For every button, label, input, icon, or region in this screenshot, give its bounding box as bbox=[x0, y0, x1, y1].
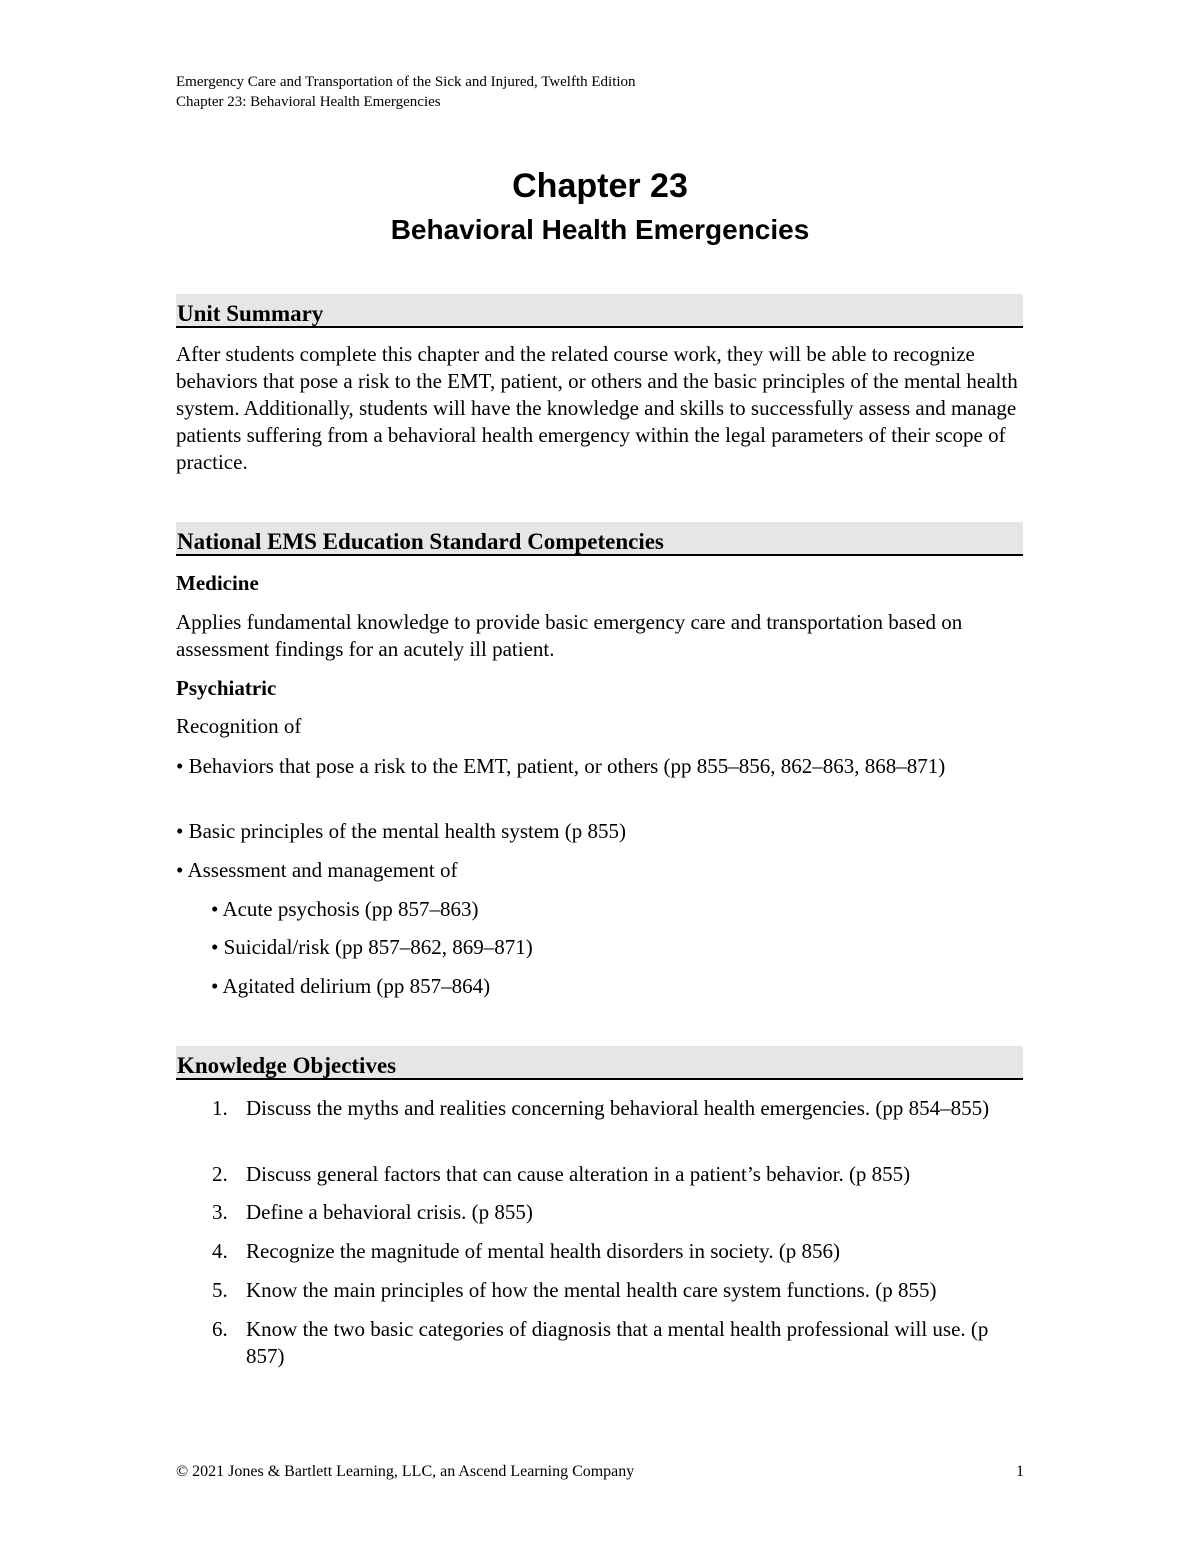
running-header bbox=[176, 72, 636, 112]
objective-number: 5. bbox=[212, 1278, 228, 1302]
header-chapter-title: Chapter 23: Behavioral Health Emergencies bbox=[176, 94, 441, 110]
objective-text: Know the main principles of how the mental health care system functions. (p 855) bbox=[246, 1278, 937, 1302]
medicine-text: Applies fundamental knowledge to provide basic emergency care and transportation based on assessment findings for an acutely ill patient. bbox=[176, 610, 963, 661]
footer-copyright: © 2021 Jones & Bartlett Learning, LLC, an Ascend Learning Company bbox=[176, 1463, 635, 1480]
competency-bullet: • Assessment and management of bbox=[176, 858, 458, 882]
objective-text: Recognize the magnitude of mental health disorders in society. (p 856) bbox=[246, 1239, 841, 1263]
objective-text: Discuss general factors that can cause alteration in a patient’s behavior. (p 855) bbox=[246, 1162, 911, 1186]
competency-sub-bullet: • Agitated delirium (pp 857–864) bbox=[211, 974, 491, 998]
header-book-title: Emergency Care and Transportation of the Sick and Injured, Twelfth Edition bbox=[176, 74, 636, 90]
chapter-title: Chapter 23 bbox=[512, 167, 688, 205]
objective-number: 3. bbox=[212, 1200, 228, 1224]
competencies-heading: National EMS Education Standard Competencies bbox=[176, 522, 1023, 556]
competency-sub-bullet: • Acute psychosis (pp 857–863) bbox=[211, 897, 479, 921]
title-block bbox=[0, 164, 1200, 248]
competency-bullet: • Behaviors that pose a risk to the EMT, patient, or others (pp 855–856, 862–863, 868–871) bbox=[176, 754, 946, 778]
objective-number: 2. bbox=[212, 1162, 228, 1186]
competency-bullet: • Basic principles of the mental health system (p 855) bbox=[176, 819, 626, 843]
unit-summary-text: After students complete this chapter and the related course work, they will be able to recognize behaviors that pose a risk to the EMT, patient, or others and the basic principles of the mental health system. Additionally, students will have the knowledge and skills to successfully assess and manage patients suffering from a behavioral health emergency within the legal parameters of their scope of practice. bbox=[176, 342, 1018, 474]
objective-text: Define a behavioral crisis. (p 855) bbox=[246, 1200, 533, 1224]
psychiatric-label: Psychiatric bbox=[176, 676, 277, 700]
objective-number: 4. bbox=[212, 1239, 228, 1263]
footer-page-number: 1 bbox=[1016, 1463, 1024, 1480]
objective-number: 1. bbox=[212, 1096, 228, 1120]
objective-text: Know the two basic categories of diagnosis that a mental health professional will use. (p 857) bbox=[246, 1317, 989, 1368]
unit-summary-heading: Unit Summary bbox=[176, 294, 1023, 328]
chapter-subtitle: Behavioral Health Emergencies bbox=[390, 214, 810, 245]
knowledge-objectives-heading: Knowledge Objectives bbox=[176, 1046, 1023, 1080]
recognition-of-text: Recognition of bbox=[176, 714, 302, 738]
objective-text: Discuss the myths and realities concerning behavioral health emergencies. (pp 854–855) bbox=[246, 1096, 990, 1120]
competency-sub-bullet: • Suicidal/risk (pp 857–862, 869–871) bbox=[211, 935, 533, 959]
medicine-label: Medicine bbox=[176, 571, 259, 595]
objective-number: 6. bbox=[212, 1317, 228, 1341]
